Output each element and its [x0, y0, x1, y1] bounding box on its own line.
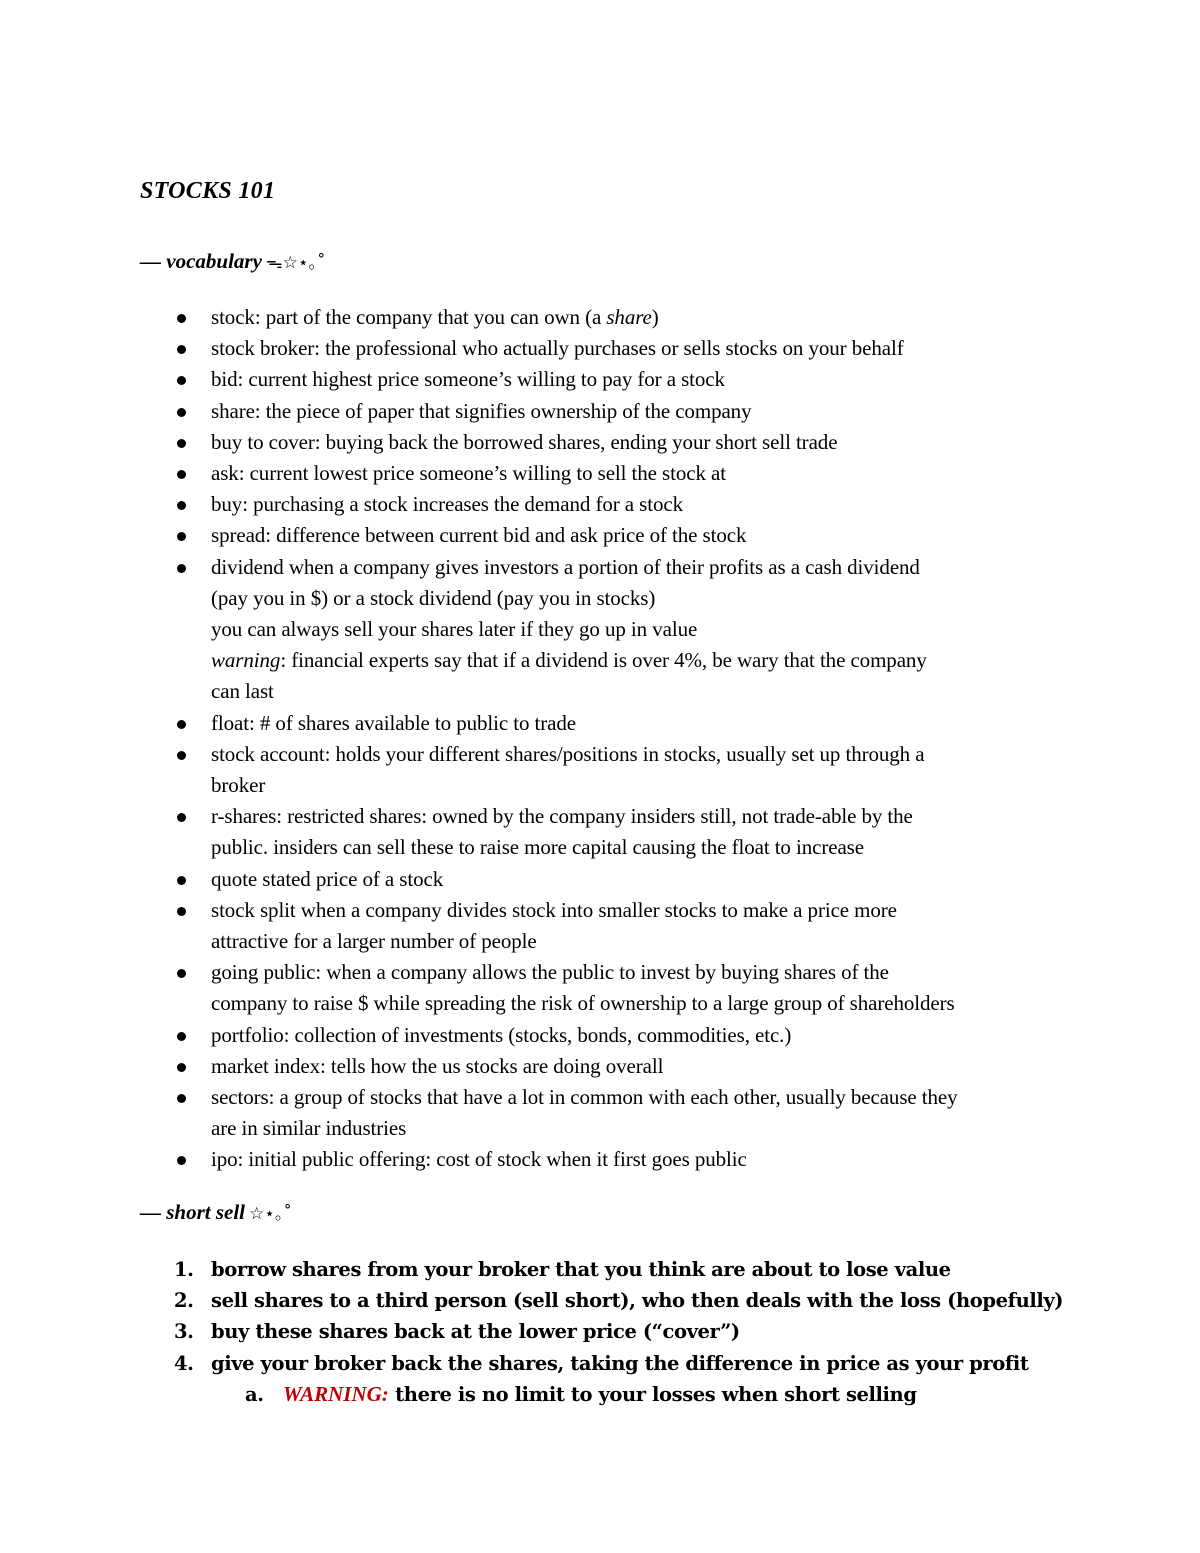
bullet-icon — [177, 1063, 186, 1072]
item-text: buy to cover: buying back the borrowed shares, ending your short sell trade — [211, 429, 838, 454]
item-text: going public: when a company allows the public to invest by buying shares of the — [211, 960, 889, 985]
list-item — [0, 957, 1100, 1019]
step-number: 3. — [174, 1320, 194, 1344]
list-item — [0, 427, 1100, 458]
step-number: 2. — [174, 1289, 194, 1313]
step-number: 1. — [174, 1258, 194, 1281]
list-item — [0, 864, 1100, 895]
item-text: stock broker: the professional who actually purchases or sells stocks on your behalf — [211, 336, 904, 361]
list-item — [0, 708, 1100, 739]
item-text-line2: broker — [211, 773, 266, 798]
item-text-after: ) — [651, 305, 659, 329]
bullet-icon — [177, 969, 186, 978]
list-item — [0, 333, 1100, 364]
item-text: ipo: initial public offering: cost of stock when it first goes public — [211, 1147, 747, 1172]
short-sell-heading-text: — short sell — [140, 1200, 246, 1224]
item-text: bid: current highest price someone’s willing to pay for a stock — [211, 367, 725, 392]
bullet-icon — [177, 876, 186, 885]
warning-label: WARNING: — [283, 1381, 389, 1406]
sub-step-item — [0, 1379, 1100, 1410]
bullet-icon — [177, 1032, 186, 1041]
bullet-icon — [177, 751, 186, 760]
sub-step-letter: a. — [245, 1382, 264, 1406]
bullet-icon — [177, 1156, 186, 1165]
list-item — [0, 396, 1100, 427]
short-sell-heading — [140, 1199, 292, 1225]
item-text-line2: attractive for a larger number of people — [211, 929, 537, 954]
bullet-icon — [177, 907, 186, 916]
bullet-icon — [177, 376, 186, 385]
document-title: STOCKS 101 — [140, 178, 276, 204]
item-text: dividend when a company gives investors a portion of their profits as a cash dividend — [211, 554, 920, 579]
step-item — [0, 1316, 1100, 1347]
bullet-icon — [177, 314, 186, 323]
short-sell-steps — [0, 1254, 1100, 1410]
list-item — [0, 364, 1100, 395]
vocabulary-list — [0, 302, 1100, 1176]
list-item — [0, 520, 1100, 551]
step-text: sell shares to a third person (sell short), who then deals with the loss (hopefully) — [211, 1289, 1064, 1313]
step-text: give your broker back the shares, taking the difference in price as your profit — [211, 1351, 1029, 1375]
bullet-icon — [177, 532, 186, 541]
item-text: stock account: holds your different shares/positions in stocks, usually set up through a — [211, 741, 925, 766]
item-text: stock: part of the company that you can own (a — [211, 305, 607, 329]
bullet-icon — [177, 408, 186, 417]
item-text: float: # of shares available to public to trade — [211, 710, 577, 735]
list-item — [0, 458, 1100, 489]
item-text-line2: (pay you in $) or a stock dividend (pay you in stocks) — [211, 585, 656, 610]
item-text: market index: tells how the us stocks are doing overall — [211, 1053, 664, 1078]
item-text: buy: purchasing a stock increases the demand for a stock — [211, 492, 683, 517]
vocabulary-heading — [140, 248, 326, 274]
vocabulary-heading-text: — vocabulary — [140, 249, 262, 273]
list-item — [0, 1144, 1100, 1175]
list-item — [0, 489, 1100, 520]
item-text-line3: you can always sell your shares later if they go up in value — [211, 617, 698, 642]
step-item — [0, 1254, 1100, 1285]
bullet-icon — [177, 1094, 186, 1103]
item-warning-line — [211, 645, 1100, 676]
warning-label: warning — [211, 648, 281, 673]
step-text: borrow shares from your broker that you think are about to lose value — [211, 1258, 951, 1281]
warning-text-line2: can last — [211, 679, 274, 704]
list-item — [0, 1051, 1100, 1082]
item-text: r-shares: restricted shares: owned by the company insiders still, not trade-able by the — [211, 804, 913, 829]
list-item — [0, 739, 1100, 801]
step-item — [0, 1285, 1100, 1316]
bullet-icon — [177, 720, 186, 729]
bullet-icon — [177, 501, 186, 510]
item-text: stock split when a company divides stock into smaller stocks to make a price more — [211, 897, 897, 922]
item-text-line2: are in similar industries — [211, 1116, 407, 1141]
list-item-dividend — [0, 552, 1100, 708]
step-text: buy these shares back at the lower price (“cover”) — [211, 1320, 740, 1344]
item-emphasis: share — [606, 305, 652, 329]
list-item — [0, 1020, 1100, 1051]
bullet-icon — [177, 470, 186, 479]
warning-text: : financial experts say that if a dividend is over 4%, be wary that the company — [280, 648, 927, 673]
item-text: ask: current lowest price someone’s willing to sell the stock at — [211, 461, 726, 486]
item-text: sectors: a group of stocks that have a lot in common with each other, usually because they — [211, 1085, 958, 1110]
item-text: share: the piece of paper that signifies ownership of the company — [211, 398, 752, 423]
item-text-line2: company to raise $ while spreading the risk of ownership to a large group of shareholders — [211, 991, 955, 1016]
bullet-icon — [177, 813, 186, 822]
item-text: portfolio: collection of investments (stocks, bonds, commodities, etc.) — [211, 1022, 792, 1047]
bullet-icon — [177, 345, 186, 354]
list-item — [0, 302, 1100, 333]
sparkle-decoration-icon: ᯓ☆⋆｡˚ — [265, 253, 326, 273]
item-text: quote stated price of a stock — [211, 866, 444, 891]
step-item — [0, 1348, 1100, 1379]
star-decoration-icon: ☆⋆｡˚ — [249, 1204, 292, 1224]
list-item — [0, 895, 1100, 957]
item-text-line2: public. insiders can sell these to raise more capital causing the float to increase — [211, 835, 864, 860]
item-text: spread: difference between current bid and ask price of the stock — [211, 523, 747, 548]
list-item — [0, 1082, 1100, 1144]
bullet-icon — [177, 439, 186, 448]
step-number: 4. — [174, 1351, 194, 1375]
list-item — [0, 801, 1100, 863]
sub-step-text: there is no limit to your losses when short selling — [388, 1382, 917, 1406]
bullet-icon — [177, 564, 186, 573]
